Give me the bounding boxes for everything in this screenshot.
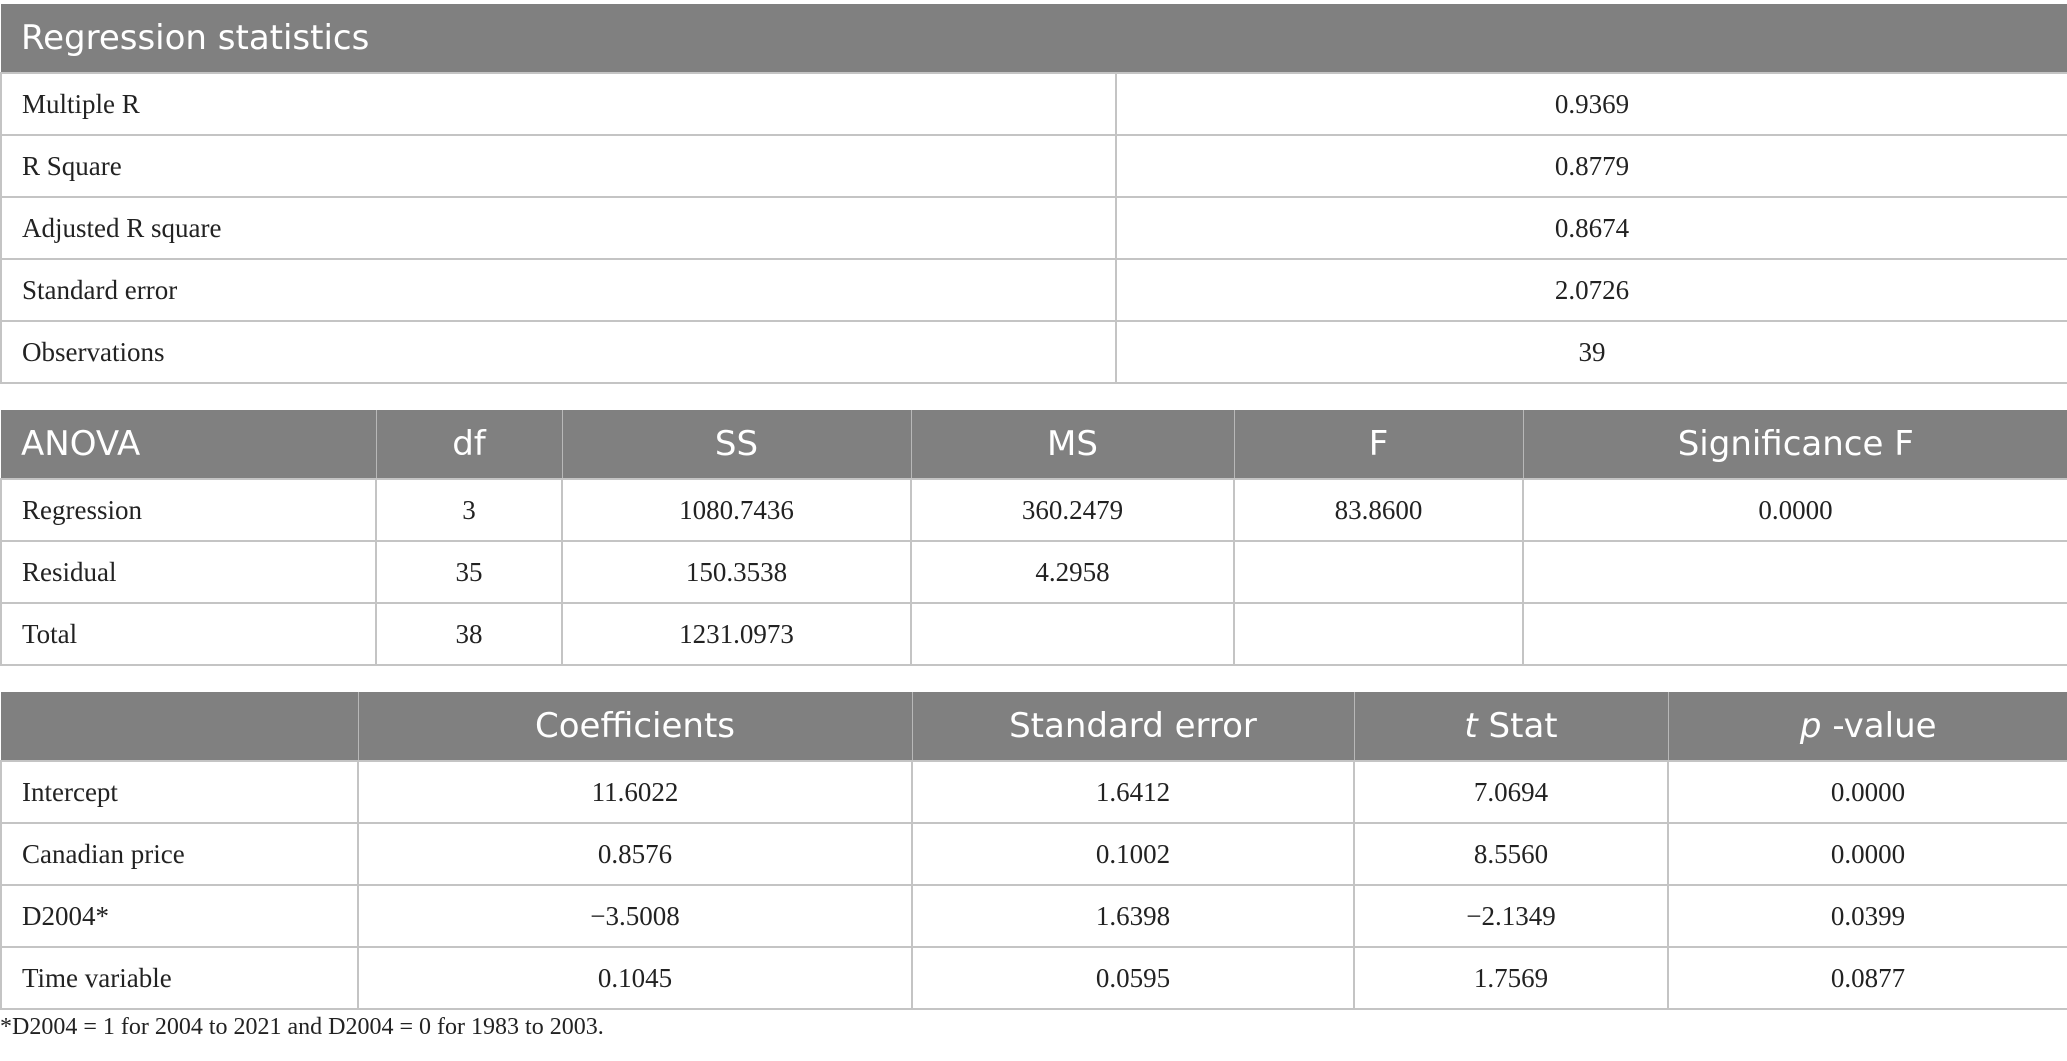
value-word: -value bbox=[1821, 706, 1937, 746]
table-row bbox=[1, 541, 2067, 603]
coefficients-table bbox=[0, 692, 2067, 1010]
table-row bbox=[1, 73, 2067, 135]
standard-error-cell: 0.0595 bbox=[912, 947, 1354, 1009]
table-row bbox=[1, 135, 2067, 197]
standard-error-cell: 1.6398 bbox=[912, 885, 1354, 947]
table-row bbox=[1, 321, 2067, 383]
ms-cell: 360.2479 bbox=[911, 479, 1234, 541]
table-row bbox=[1, 197, 2067, 259]
regression-statistics-table bbox=[0, 4, 2067, 384]
stat-label: Observations bbox=[1, 321, 1116, 383]
row-label: Residual bbox=[1, 541, 376, 603]
df-cell: 35 bbox=[376, 541, 562, 603]
ms-cell bbox=[911, 603, 1234, 665]
df-cell: 38 bbox=[376, 603, 562, 665]
anova-table bbox=[0, 410, 2067, 666]
t-stat-cell: 8.5560 bbox=[1354, 823, 1668, 885]
standard-error-header: Standard error bbox=[912, 692, 1354, 761]
p-value-header bbox=[1668, 692, 2067, 761]
stat-value: 39 bbox=[1116, 321, 2067, 383]
stat-word: Stat bbox=[1477, 706, 1558, 746]
coefficient-cell: 0.1045 bbox=[358, 947, 912, 1009]
row-label: D2004* bbox=[1, 885, 358, 947]
coefficient-cell: 11.6022 bbox=[358, 761, 912, 823]
significance-f-cell: 0.0000 bbox=[1523, 479, 2067, 541]
row-label: Time variable bbox=[1, 947, 358, 1009]
significance-f-cell bbox=[1523, 541, 2067, 603]
table-row bbox=[1, 603, 2067, 665]
anova-header: ANOVA bbox=[1, 410, 376, 479]
row-label: Regression bbox=[1, 479, 376, 541]
ss-cell: 1231.0973 bbox=[562, 603, 911, 665]
f-cell bbox=[1234, 541, 1523, 603]
table-row bbox=[1, 479, 2067, 541]
ss-cell: 1080.7436 bbox=[562, 479, 911, 541]
table-row bbox=[1, 761, 2067, 823]
standard-error-cell: 0.1002 bbox=[912, 823, 1354, 885]
ss-cell: 150.3538 bbox=[562, 541, 911, 603]
table-row bbox=[1, 885, 2067, 947]
p-symbol: p bbox=[1799, 706, 1822, 746]
empty-header bbox=[1, 692, 358, 761]
p-value-cell: 0.0000 bbox=[1668, 761, 2067, 823]
stat-label: Multiple R bbox=[1, 73, 1116, 135]
df-cell: 3 bbox=[376, 479, 562, 541]
coefficients-header: Coefficients bbox=[358, 692, 912, 761]
f-cell: 83.8600 bbox=[1234, 479, 1523, 541]
row-label: Canadian price bbox=[1, 823, 358, 885]
f-header: F bbox=[1234, 410, 1523, 479]
stat-label: Standard error bbox=[1, 259, 1116, 321]
stat-value: 0.8674 bbox=[1116, 197, 2067, 259]
ss-header: SS bbox=[562, 410, 911, 479]
t-stat-header bbox=[1354, 692, 1668, 761]
t-stat-cell: 7.0694 bbox=[1354, 761, 1668, 823]
stat-value: 2.0726 bbox=[1116, 259, 2067, 321]
row-label: Intercept bbox=[1, 761, 358, 823]
ms-header: MS bbox=[911, 410, 1234, 479]
f-cell bbox=[1234, 603, 1523, 665]
table-row bbox=[1, 259, 2067, 321]
t-symbol: t bbox=[1464, 706, 1478, 746]
stat-label: R Square bbox=[1, 135, 1116, 197]
standard-error-cell: 1.6412 bbox=[912, 761, 1354, 823]
coefficients-header-row bbox=[1, 692, 2067, 761]
p-value-cell: 0.0877 bbox=[1668, 947, 2067, 1009]
regression-statistics-header: Regression statistics bbox=[1, 4, 2067, 73]
row-label: Total bbox=[1, 603, 376, 665]
table-row bbox=[1, 947, 2067, 1009]
significance-f-header: Significance F bbox=[1523, 410, 2067, 479]
stat-value: 0.9369 bbox=[1116, 73, 2067, 135]
stat-label: Adjusted R square bbox=[1, 197, 1116, 259]
p-value-cell: 0.0000 bbox=[1668, 823, 2067, 885]
p-value-cell: 0.0399 bbox=[1668, 885, 2067, 947]
regression-statistics-header-row bbox=[1, 4, 2067, 73]
df-header: df bbox=[376, 410, 562, 479]
t-stat-cell: −2.1349 bbox=[1354, 885, 1668, 947]
t-stat-cell: 1.7569 bbox=[1354, 947, 1668, 1009]
coefficient-cell: 0.8576 bbox=[358, 823, 912, 885]
anova-header-row bbox=[1, 410, 2067, 479]
ms-cell: 4.2958 bbox=[911, 541, 1234, 603]
coefficient-cell: −3.5008 bbox=[358, 885, 912, 947]
significance-f-cell bbox=[1523, 603, 2067, 665]
table-row bbox=[1, 823, 2067, 885]
footnote: *D2004 = 1 for 2004 to 2021 and D2004 = 0 for 1983 to 2003. bbox=[0, 1014, 604, 1040]
stat-value: 0.8779 bbox=[1116, 135, 2067, 197]
